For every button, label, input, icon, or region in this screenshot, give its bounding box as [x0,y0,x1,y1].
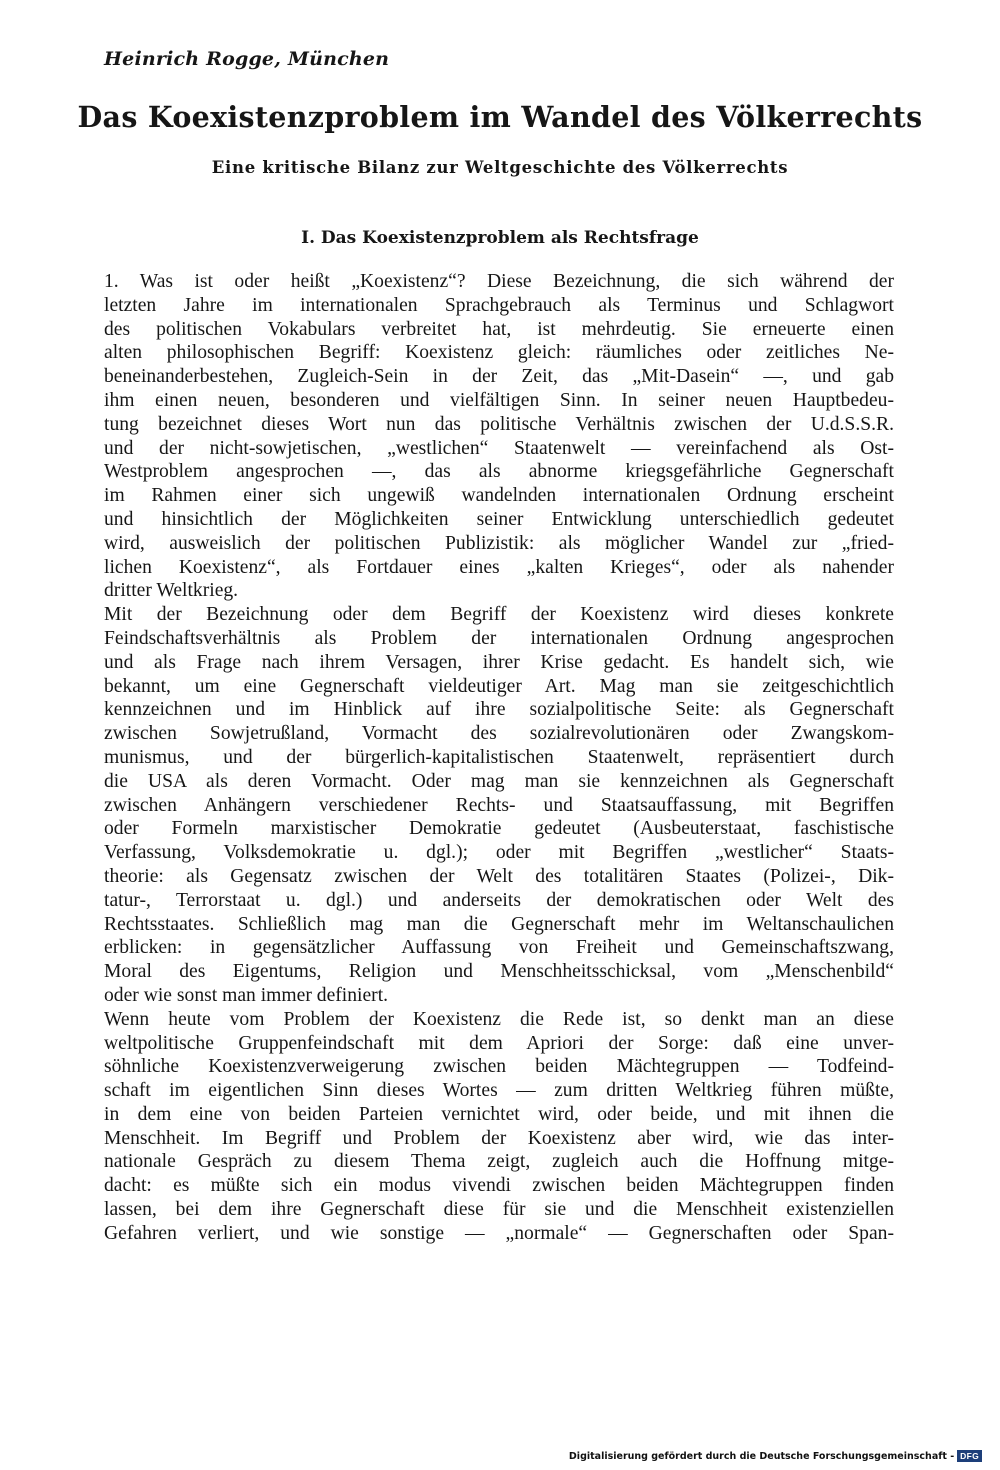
text-line: kennzeichnen und im Hinblick auf ihre sozialpolitische Seite: als Gegnerschaft [104,699,894,721]
text-line: ihm einen neuen, besonderen und vielfältigen Sinn. In seiner neuen Hauptbedeu- [104,389,894,411]
text-line: Gefahren verliert, und wie sonstige — „normale“ — Gegnerschaften oder Span- [104,1222,894,1244]
text-line: alten philosophischen Begriff: Koexistenz gleich: räumliches oder zeitliches Ne- [104,342,894,364]
text-line: Verfassung, Volksdemokratie u. dgl.); oder mit Begriffen „westlicher“ Staats- [104,842,894,864]
text-line: wird, ausweislich der politischen Publizistik: als möglicher Wandel zur „fried- [104,532,894,554]
dfg-logo-icon: DFG [957,1450,982,1462]
text-line: Wenn heute vom Problem der Koexistenz die Rede ist, so denkt man an diese [104,1008,894,1030]
text-line: und als Frage nach ihrem Versagen, ihrer Krise gedacht. Es handelt sich, wie [104,651,894,673]
text-line: tatur-, Terrorstaat u. dgl.) und anderseits der demokratischen oder Welt des [104,889,894,911]
text-line: Rechtsstaates. Schließlich mag man die Gegnerschaft mehr im Weltanschaulichen [104,913,894,935]
text-line: theorie: als Gegensatz zwischen der Welt des totalitären Staates (Polizei-, Dik- [104,865,894,887]
text-line: lassen, bei dem ihre Gegnerschaft diese für sie und die Menschheit existenziellen [104,1199,894,1221]
text-line: lichen Koexistenz“, als Fortdauer eines „kalten Krieges“, oder als nahender [104,556,894,578]
text-line: oder Formeln marxistischer Demokratie gedeutet (Ausbeuterstaat, faschistische [104,818,894,840]
text-line: und der nicht-sowjetischen, „westlichen“ Staatenwelt — vereinfachend als Ost- [104,437,894,459]
text-line: Feindschaftsverhältnis als Problem der internationalen Ordnung angesprochen [104,627,894,649]
footer-text: Digitalisierung gefördert durch die Deutsche Forschungsgemeinschaft - [568,1450,955,1462]
text-line: weltpolitische Gruppenfeindschaft mit dem Apriori der Sorge: daß eine unver- [104,1032,894,1054]
text-line: 1. Was ist oder heißt „Koexistenz“? Diese Bezeichnung, die sich während der [104,271,894,292]
body-text [104,270,894,1246]
text-line: in dem eine von beiden Parteien vernichtet wird, oder beide, und mit ihnen die [104,1103,894,1125]
text-line: dritter Weltkrieg. [104,580,239,602]
text-line: söhnliche Koexistenzverweigerung zwischen beiden Mächtegruppen — Todfeind- [104,1056,894,1078]
text-line: bekannt, um eine Gegnerschaft vieldeutiger Art. Mag man sie zeitgeschichtlich [104,675,894,697]
text-line: Westproblem angesprochen —, das als abnorme kriegsgefährliche Gegnerschaft [104,461,894,483]
text-line: Moral des Eigentums, Religion und Menschheitsschicksal, vom „Menschenbild“ [104,961,894,983]
article-subtitle: Eine kritische Bilanz zur Weltgeschichte des Völkerrechts [211,158,789,177]
text-line: letzten Jahre im internationalen Sprachgebrauch als Terminus und Schlagwort [104,294,894,316]
text-line: nationale Gespräch zu diesem Thema zeigt, zugleich auch die Hoffnung mitge- [104,1151,894,1173]
text-line: zwischen Sowjetrußland, Vormacht des sozialrevolutionären oder Zwangskom- [104,723,894,745]
text-line: schaft im eigentlichen Sinn dieses Wortes — zum dritten Weltkrieg führen müßte, [104,1080,894,1102]
text-line: im Rahmen einer sich ungewiß wandelnden internationalen Ordnung erscheint [104,485,894,507]
article-title: Das Koexistenzproblem im Wandel des Völkerrechts [77,100,923,134]
text-line: die USA als deren Vormacht. Oder mag man sie kennzeichnen als Gegnerschaft [104,770,894,792]
text-line: Menschheit. Im Begriff und Problem der Koexistenz aber wird, wie das inter- [104,1127,894,1149]
author-line: Heinrich Rogge, München [104,48,390,70]
text-line: oder wie sonst man immer definiert. [104,984,389,1006]
text-line: und hinsichtlich der Möglichkeiten seiner Entwicklung unterschiedlich gedeutet [104,508,894,530]
text-line: tung bezeichnet dieses Wort nun das politische Verhältnis zwischen der U.d.S.S.R. [104,413,894,435]
text-line: munismus, und der bürgerlich-kapitalistischen Staatenwelt, repräsentiert durch [104,746,894,768]
text-line: beneinanderbestehen, Zugleich-Sein in der Zeit, das „Mit-Dasein“ —, und gab [104,366,894,388]
text-line: des politischen Vokabulars verbreitet hat, ist mehrdeutig. Sie erneuerte einen [104,318,894,340]
section-heading: I. Das Koexistenzproblem als Rechtsfrage [301,228,699,248]
text-line: erblicken: in gegensätzlicher Auffassung von Freiheit und Gemeinschaftszwang, [104,937,894,959]
text-line: zwischen Anhängern verschiedener Rechts- und Staatsauffassung, mit Begriffen [104,794,894,816]
footer-credit [569,1450,982,1462]
text-line: Mit der Bezeichnung oder dem Begriff der Koexistenz wird dieses konkrete [104,604,894,626]
text-line: dacht: es müßte sich ein modus vivendi zwischen beiden Mächtegruppen finden [104,1175,894,1197]
